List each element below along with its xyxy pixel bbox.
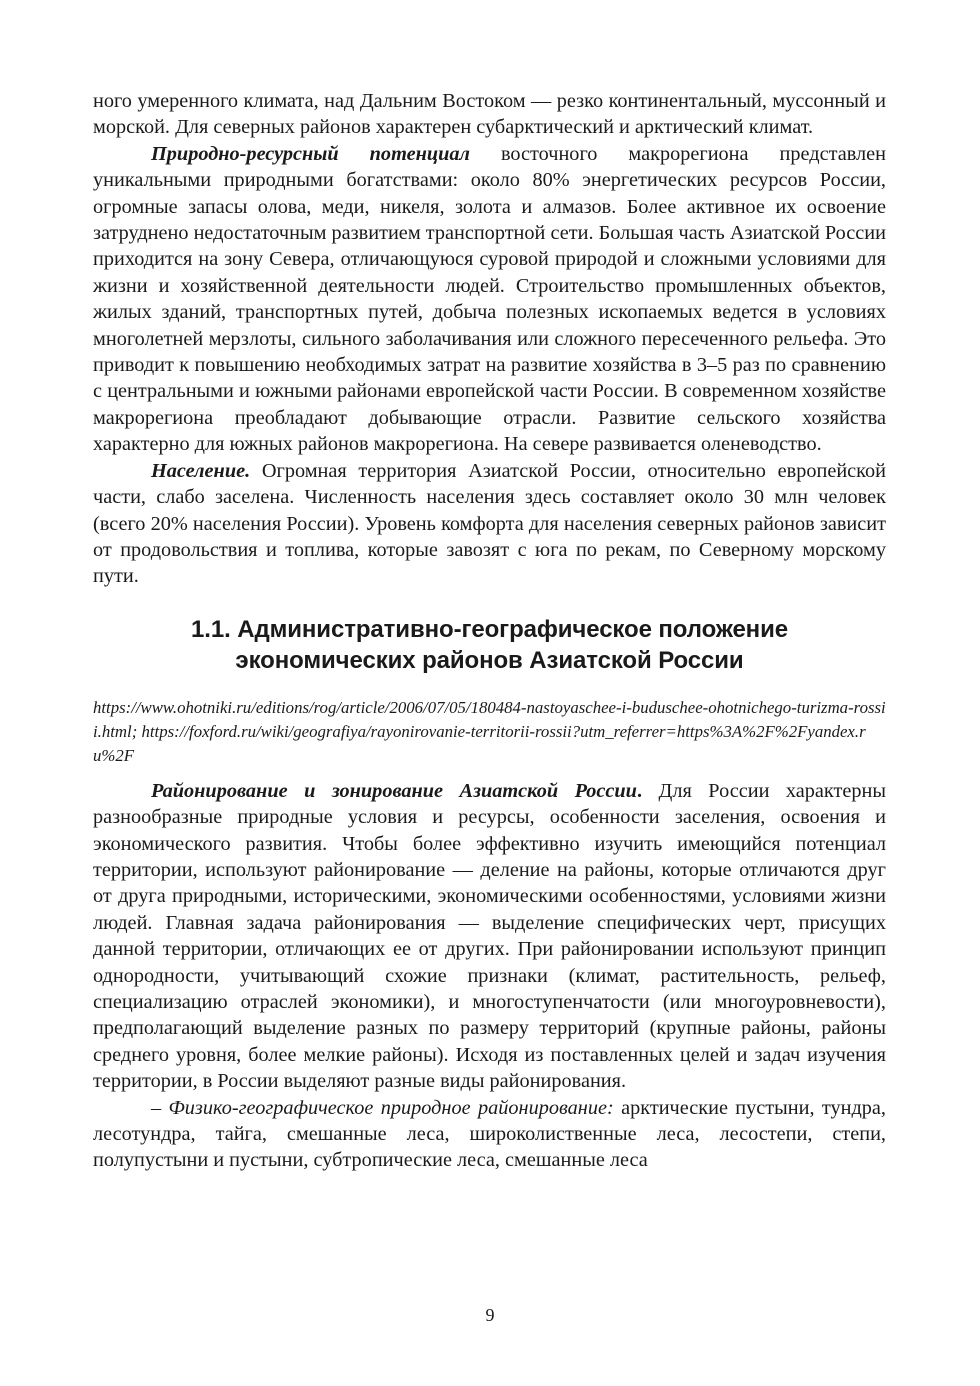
section-number: 1.1. xyxy=(191,615,231,643)
paragraph-resource-potential-text: восточного макрорегиона представлен уникальными природными богатствами: около 80% энергетических ресурсов России, огромные запасы олова, меди, никеля, золота и алмазов. Более активное их освоение затруднено недостаточным развитием транспортной сети. Большая часть Азиатской России приходится на зону Севера, отличающуюся суровой природой и сложными условиями для жизни и хозяйственной деятельности людей. Строительство промышленных объектов, жилых зданий, транспортных путей, добыча полезных ископаемых ведется в условиях многолетней мерзлоты, сильного заболачивания или сложного пересеченного рельефа. Это приводит к повышению необходимых затрат на развитие хозяйства в 3–5 раз по сравнению с центральными и южными районами европейской части России. В современном хозяйстве макрорегиона преобладают добывающие отрасли. Развитие сельского хозяйства характерно для южных районов макрорегиона. На севере развивается оленеводство. xyxy=(93,142,886,456)
paragraph-physical-zoning-text: арктические пустыни, тундра, лесотундра, тайга, смешанные леса, широколиственные леса, лесостепи, степи, полупустыни и пустыни, субтропические леса, смешанные леса xyxy=(93,1096,887,1172)
source-links xyxy=(93,696,886,768)
paragraph-physical-zoning-lead: Физико-географическое природное районирование: xyxy=(168,1096,614,1119)
paragraph-resource-potential-lead: Природно-ресурсный потенциал xyxy=(151,142,470,165)
source-links-text: https://www.ohotniki.ru/editions/rog/article/2006/07/05/180484-nastoyaschee-i-buduschee-ohotnichego-turizma-rossii.html; https://foxford.ru/wiki/geografiya/rayonirovanie-territorii-rossii?utm_referrer=https%3A%2F%2Fyandex.ru%2F xyxy=(93,697,886,765)
paragraph-climate-text: ного умеренного климата, над Дальним Востоком — резко континентальный, муссонный и морской. Для северных районов характерен субарктический и арктический климат. xyxy=(93,90,886,139)
list-dash: – xyxy=(151,1096,169,1119)
paragraph-zoning-lead-period: . xyxy=(636,779,643,802)
section-title-line2: экономических районов Азиатской России xyxy=(235,646,744,674)
section-heading xyxy=(93,614,886,676)
paragraph-resource-potential xyxy=(93,141,886,458)
paragraph-climate xyxy=(93,88,886,141)
paragraph-zoning xyxy=(93,778,886,1095)
paragraph-population-text: Огромная территория Азиатской России, относительно европейской части, слабо заселена. Численность населения здесь составляет около 30 млн человек (всего 20% населения России). Уровень комфорта для населения северных районов зависит от продовольствия и топлива, которые завозят с юга по рекам, по Северному морскому пути. xyxy=(93,459,886,588)
page-number: 9 xyxy=(485,1305,495,1325)
paragraph-zoning-text: Для России характерны разнообразные природные условия и ресурсы, особенности заселения, освоения и экономического развития. Чтобы более эффективно изучить имеющийся потенциал территории, используют районирование — деление на районы, которые отличаются друг от друга природными, историческими, экономическими особенностями, условиями жизни людей. Главная задача районирования — выделение специфических черт, присущих данной территории, отличающих ее от других. При районировании используют принцип однородности, учитывающий схожие признаки (климат, растительность, рельеф, специализацию отраслей экономики), и многоступенчатости (или многоуровневости), предполагающий выделение разных по размеру территорий (крупные районы, районы среднего уровня, более мелкие районы). Исходя из поставленных целей и задач изучения территории, в России выделяют разные виды районирования. xyxy=(93,779,887,1093)
paragraph-population-lead: Население. xyxy=(151,459,251,482)
paragraph-zoning-lead: Районирование и зонирование Азиатской России xyxy=(151,779,637,802)
paragraph-population xyxy=(93,458,886,590)
section-title-line1: Административно-географическое положение xyxy=(237,615,788,643)
paragraph-physical-zoning xyxy=(93,1095,886,1174)
document-page xyxy=(93,88,886,1174)
